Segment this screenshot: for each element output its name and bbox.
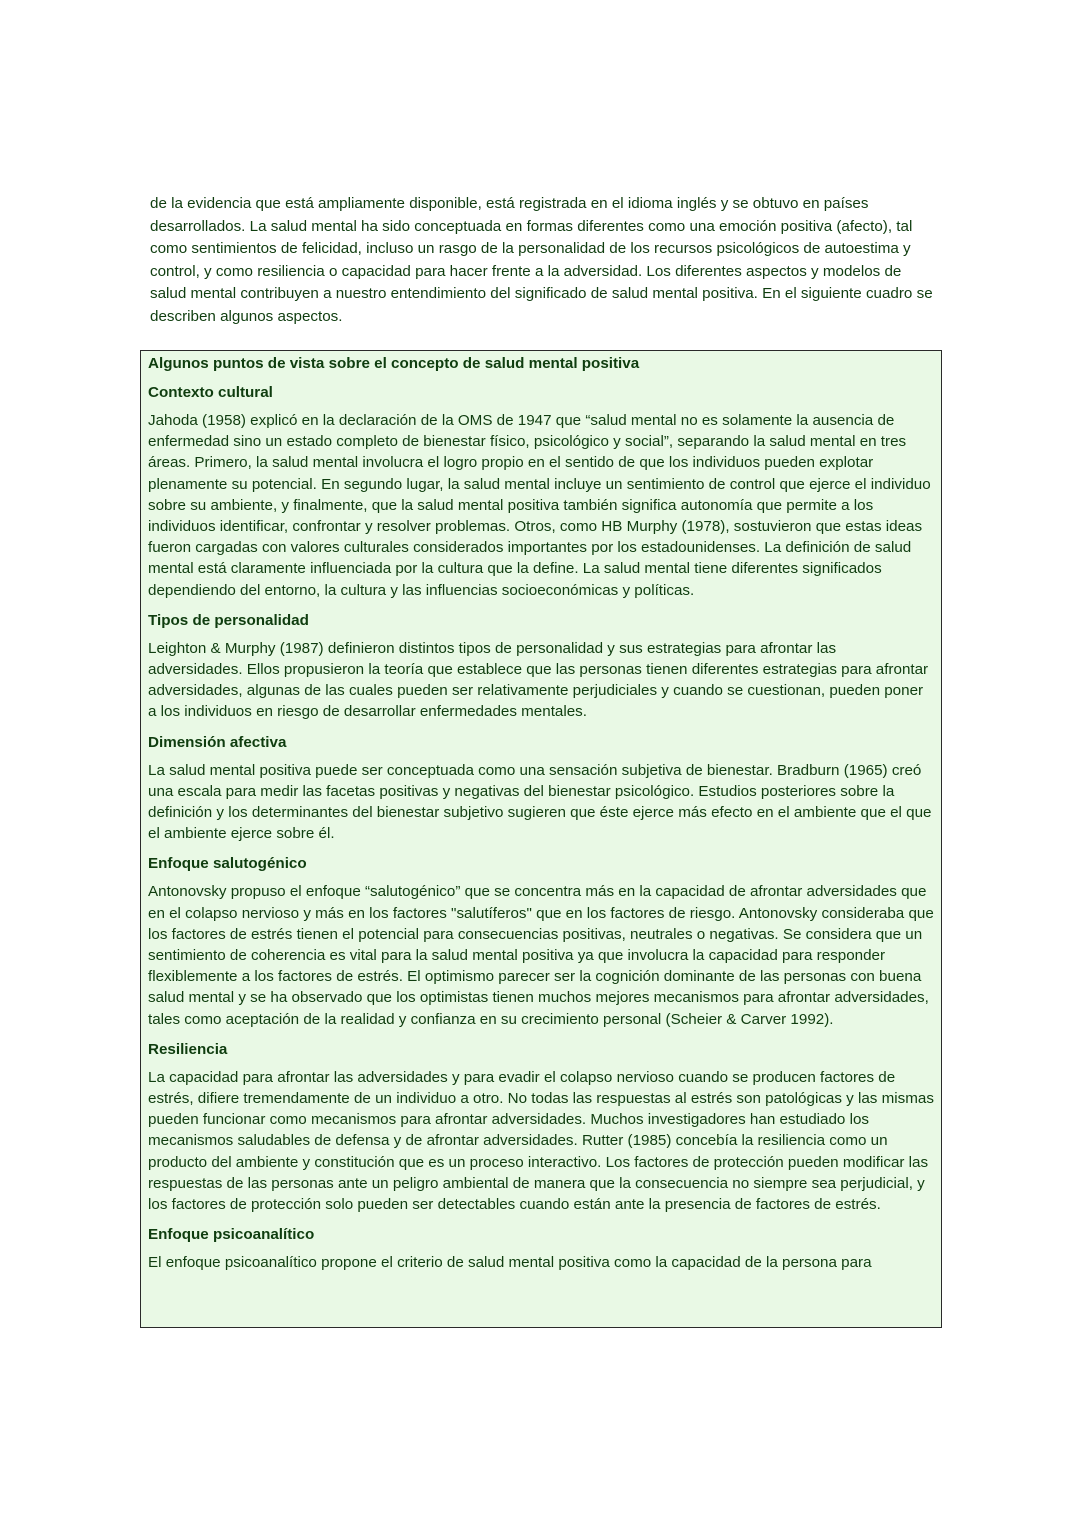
section-heading-tipos-personalidad: Tipos de personalidad	[148, 611, 309, 629]
section-heading-resiliencia: Resiliencia	[148, 1040, 228, 1058]
section-body-enfoque-psicoanalitico: El enfoque psicoanalítico propone el criterio de salud mental positiva como la capacidad de la persona para	[148, 1254, 872, 1272]
box-title: Algunos puntos de vista sobre el concepto de salud mental positiva	[148, 355, 640, 372]
section-heading-dimension-afectiva: Dimensión afectiva	[148, 733, 287, 751]
section-heading-enfoque-psicoanalitico: Enfoque psicoanalítico	[148, 1226, 315, 1244]
section-body-tipos-personalidad: Leighton & Murphy (1987) definieron distintos tipos de personalidad y sus estrategias para afrontar las adversidades. Ellos propusieron la teoría que establece que las personas tienen diferentes estrategias para afrontar adversidades, algunas de las cuales pueden ser relativamente perjudiciales y cuando se cuestionan, pueden poner a los individuos en riesgo de desarrollar enfermedades mentales.	[148, 639, 929, 721]
info-box	[140, 350, 942, 1328]
section-heading-contexto-cultural: Contexto cultural	[148, 384, 273, 401]
section-body-contexto-cultural: Jahoda (1958) explicó en la declaración de la OMS de 1947 que “salud mental no es solamente la ausencia de enfermedad sino un estado completo de bienestar físico, psicológico y social”, separando la salud mental en tres áreas. Primero, la salud mental involucra el logro propio en el sentido de que los individuos pueden explotar plenamente su potencial. En segundo lugar, la salud mental incluye un sentimiento de control que ejerce el individuo sobre su ambiente, y finalmente, que la salud mental positiva también significa autonomía que permite a los individuos identificar, confrontar y resolver problemas. Otros, como HB Murphy (1978), sostuvieron que estas ideas fueron cargadas con valores culturales considerados importantes por los estadounidenses. La definición de salud mental está claramente influenciada por la cultura que la define. La salud mental tiene diferentes significados dependiendo del entorno, la cultura y las influencias socioeconómicas y políticas.	[148, 412, 931, 599]
section-heading-enfoque-salutogenico: Enfoque salutogénico	[148, 855, 307, 873]
section-body-enfoque-salutogenico: Antonovsky propuso el enfoque “salutogénico” que se concentra más en la capacidad de afrontar adversidades que en el colapso nervioso y más en los factores "salutíferos" que en los factores de riesgo. Antonovsky consideraba que los factores de estrés tienen el potencial para consecuencias positivas, neutrales o negativas. Se considera que un sentimiento de coherencia es vital para la salud mental positiva ya que involucra la capacidad para responder flexiblemente a los factores de estrés. El optimismo parecer ser la cognición dominante de las personas con buena salud mental y se ha observado que los optimistas tienen muchos mejores mecanismos para afrontar adversidades, tales como aceptación de la realidad y confianza en su crecimiento personal (Scheier & Carver 1992).	[148, 883, 934, 1028]
section-body-dimension-afectiva: La salud mental positiva puede ser conceptuada como una sensación subjetiva de bienestar. Bradburn (1965) creó una escala para medir las facetas positivas y negativas del bienestar psicológico. Estudios posteriores sobre la definición y los determinantes del bienestar subjetivo sugieren que éste ejerce más efecto en el ambiente que el que el ambiente ejerce sobre él.	[148, 761, 932, 843]
intro-paragraph: de la evidencia que está ampliamente disponible, está registrada en el idioma inglés y se obtuvo en países desarrollados. La salud mental ha sido conceptuada en formas diferentes como una emoción positiva (afecto), tal como sentimientos de felicidad, incluso un rasgo de la personalidad de los recursos psicológicos de autoestima y control, y como resiliencia o capacidad para hacer frente a la adversidad. Los diferentes aspectos y modelos de salud mental contribuyen a nuestro entendimiento del significado de salud mental positiva. En el siguiente cuadro se describen algunos aspectos.	[150, 195, 933, 325]
section-body-resiliencia: La capacidad para afrontar las adversidades y para evadir el colapso nervioso cuando se producen factores de estrés, difiere tremendamente de un individuo a otro. No todas las respuestas al estrés son patológicas y las mismas pueden funcionar como mecanismos para afrontar adversidades. Muchos investigadores han estudiado los mecanismos saludables de defensa y de afrontar adversidades. Rutter (1985) concebía la resiliencia como un producto del ambiente y constitución que es un proceso interactivo. Los factores de protección pueden modificar las respuestas de las personas ante un peligro ambiental de manera que la consecuencia no siempre sea perjudicial, y los factores de protección solo pueden ser detectables cuando están ante la presencia de factores de estrés.	[148, 1068, 934, 1214]
